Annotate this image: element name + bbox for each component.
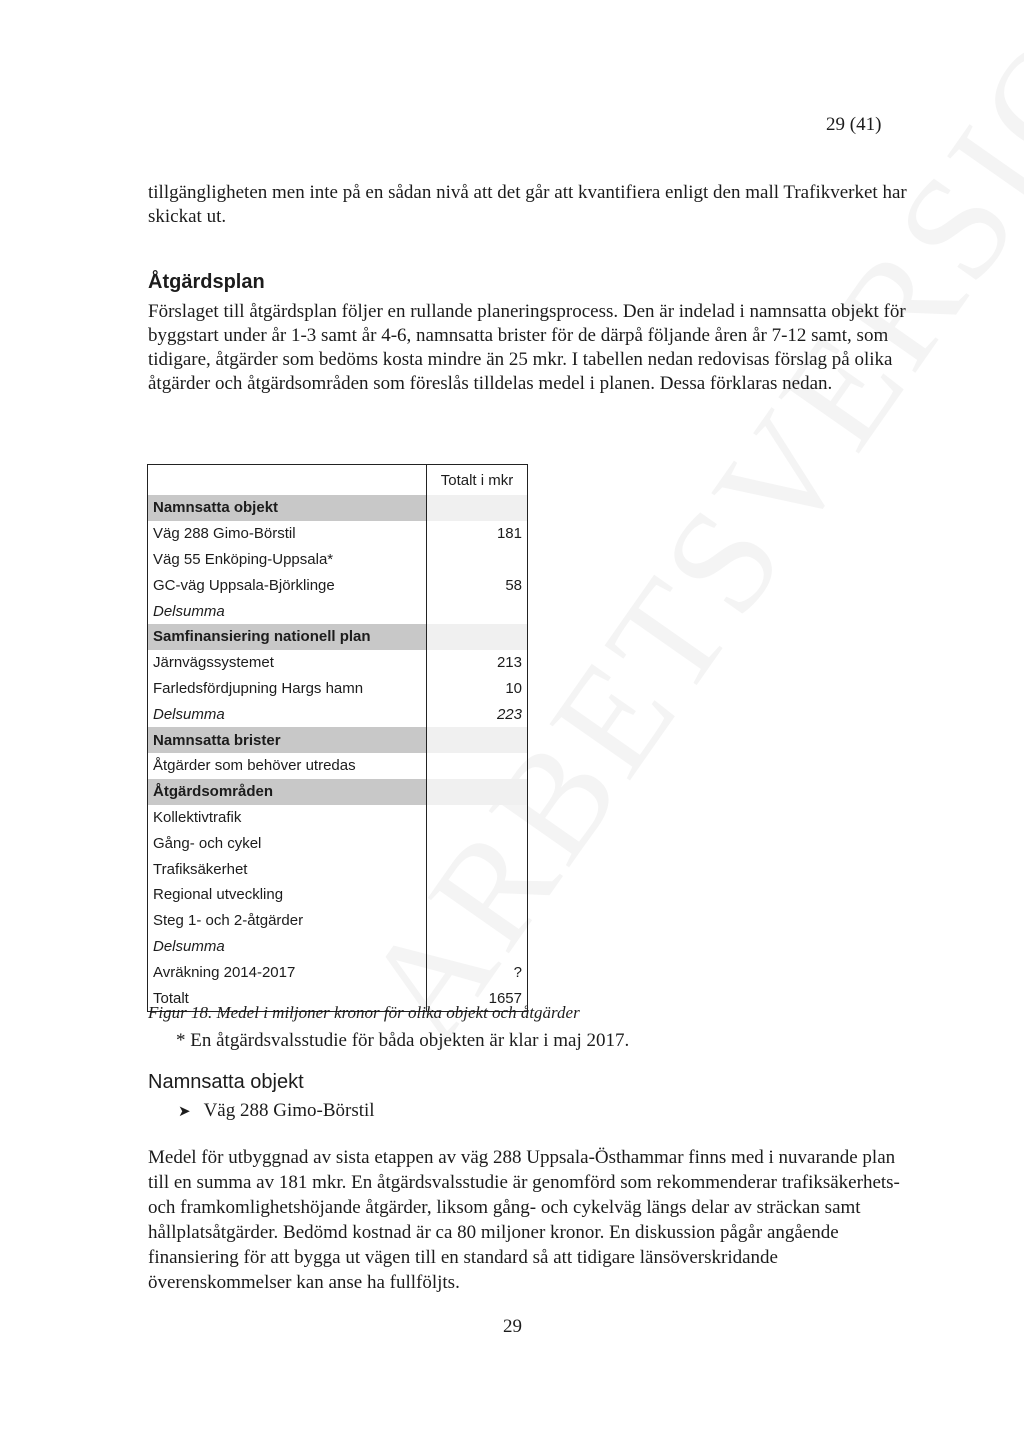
row-value (427, 547, 528, 573)
bullet-item (178, 1100, 375, 1122)
row-value: 10 (505, 679, 522, 697)
section-paragraph: Förslaget till åtgärdsplan följer en rullande planeringsprocess. Den är indelad i namnsatta objekt för byggstart under år 1-3 samt år 4-6, namnsatta brister för de därpå följande åren år 7-12 samt, som tidigare, åtgärder som bedöms kosta mindre än 25 mkr. I tabellen nedan redovisas förslag på olika åtgärder och åtgärdsområden som föreslås tilldelas medel i planen. Dessa förklaras nedan. (148, 301, 906, 394)
table-row (148, 805, 528, 831)
table-row (148, 830, 528, 856)
table-row (148, 701, 528, 727)
row-label: Namnsatta objekt (148, 495, 427, 521)
row-label: Kollektivtrafik (148, 805, 427, 831)
table-row (148, 572, 528, 598)
row-value (427, 779, 528, 805)
row-value: 223 (496, 705, 522, 723)
table-section-row (148, 624, 528, 650)
table-row (148, 959, 528, 985)
row-label: Namnsatta brister (148, 727, 427, 753)
intro-paragraph: tillgängligheten men inte på en sådan nivå att det går att kvantifiera enligt den mall Trafikverket har skickat ut. (148, 182, 907, 227)
row-value (427, 882, 528, 908)
table-row (148, 856, 528, 882)
row-value: ? (513, 963, 522, 981)
row-label: Regional utveckling (148, 882, 427, 908)
row-value (427, 495, 528, 521)
row-label: GC-väg Uppsala-Björklinge (148, 572, 427, 598)
row-label: Väg 288 Gimo-Börstil (148, 521, 427, 547)
table-row (148, 882, 528, 908)
table-row (148, 650, 528, 676)
page-header-number: 29 (41) (826, 114, 882, 135)
body-paragraph: Medel för utbyggnad av sista etappen av väg 288 Uppsala-Östhammar finns med i nuvarande plan till en summa av 181 mkr. En åtgärdsvalsstudie är genomförd som rekommenderar trafiksäkerhets- och framkomlighetshöjande åtgärder, liksom gång- och cykelväg längs delar av sträckan samt hållplatsåtgärder. Bedömd kostnad är ca 80 miljoner kronor. En diskussion pågår angående finansiering för att bygga ut vägen till en standard så att tidigare länsöverskridande överenskommelser kan anse ha fullföljts. (148, 1147, 900, 1293)
bullet-text: Väg 288 Gimo-Börstil (203, 1100, 375, 1121)
row-value (427, 624, 528, 650)
table-row (148, 753, 528, 779)
table-section-row (148, 727, 528, 753)
row-value (427, 908, 528, 934)
row-label: Samfinansiering nationell plan (148, 624, 427, 650)
row-value: 213 (496, 654, 522, 672)
row-value: 181 (496, 525, 522, 543)
arrow-bullet-icon: ➤ (178, 1102, 191, 1120)
table-footnote: * En åtgärdsvalsstudie för båda objekten är klar i maj 2017. (176, 1030, 630, 1051)
row-value (427, 598, 528, 624)
budget-table (147, 464, 528, 1012)
row-value: 1657 (488, 989, 522, 1007)
table-header-empty (148, 465, 427, 496)
row-label: Väg 55 Enköping-Uppsala* (148, 547, 427, 573)
row-label: Farledsfördjupning Hargs hamn (148, 676, 427, 702)
table-row (148, 676, 528, 702)
row-value: 58 (505, 576, 522, 594)
row-label: Avräkning 2014-2017 (148, 959, 427, 985)
row-label: Delsumma (148, 934, 427, 960)
row-value (427, 727, 528, 753)
figure-caption: Figur 18. Medel i miljoner kronor för olika objekt och åtgärder (148, 1003, 580, 1022)
table-row (148, 908, 528, 934)
column-header: Totalt i mkr (440, 471, 514, 489)
table-row (148, 521, 528, 547)
row-label: Gång- och cykel (148, 830, 427, 856)
table-section-row (148, 779, 528, 805)
table-row (148, 547, 528, 573)
row-label: Järnvägssystemet (148, 650, 427, 676)
row-value (427, 830, 528, 856)
page-footer-number: 29 (503, 1316, 522, 1337)
table-section-row (148, 495, 528, 521)
row-label: Trafiksäkerhet (148, 856, 427, 882)
table-row (148, 598, 528, 624)
table-header-row (148, 465, 528, 496)
row-value (427, 856, 528, 882)
row-label: Åtgärdsområden (148, 779, 427, 805)
row-value (427, 934, 528, 960)
row-label: Delsumma (148, 701, 427, 727)
row-value (427, 805, 528, 831)
row-label: Delsumma (148, 598, 427, 624)
table-row (148, 934, 528, 960)
row-value (427, 753, 528, 779)
subheading: Namnsatta objekt (148, 1071, 304, 1093)
row-label: Steg 1- och 2-åtgärder (148, 908, 427, 934)
row-label: Åtgärder som behöver utredas (148, 753, 427, 779)
row-label: Totalt (148, 985, 427, 1011)
section-heading: Åtgärdsplan (148, 271, 265, 293)
